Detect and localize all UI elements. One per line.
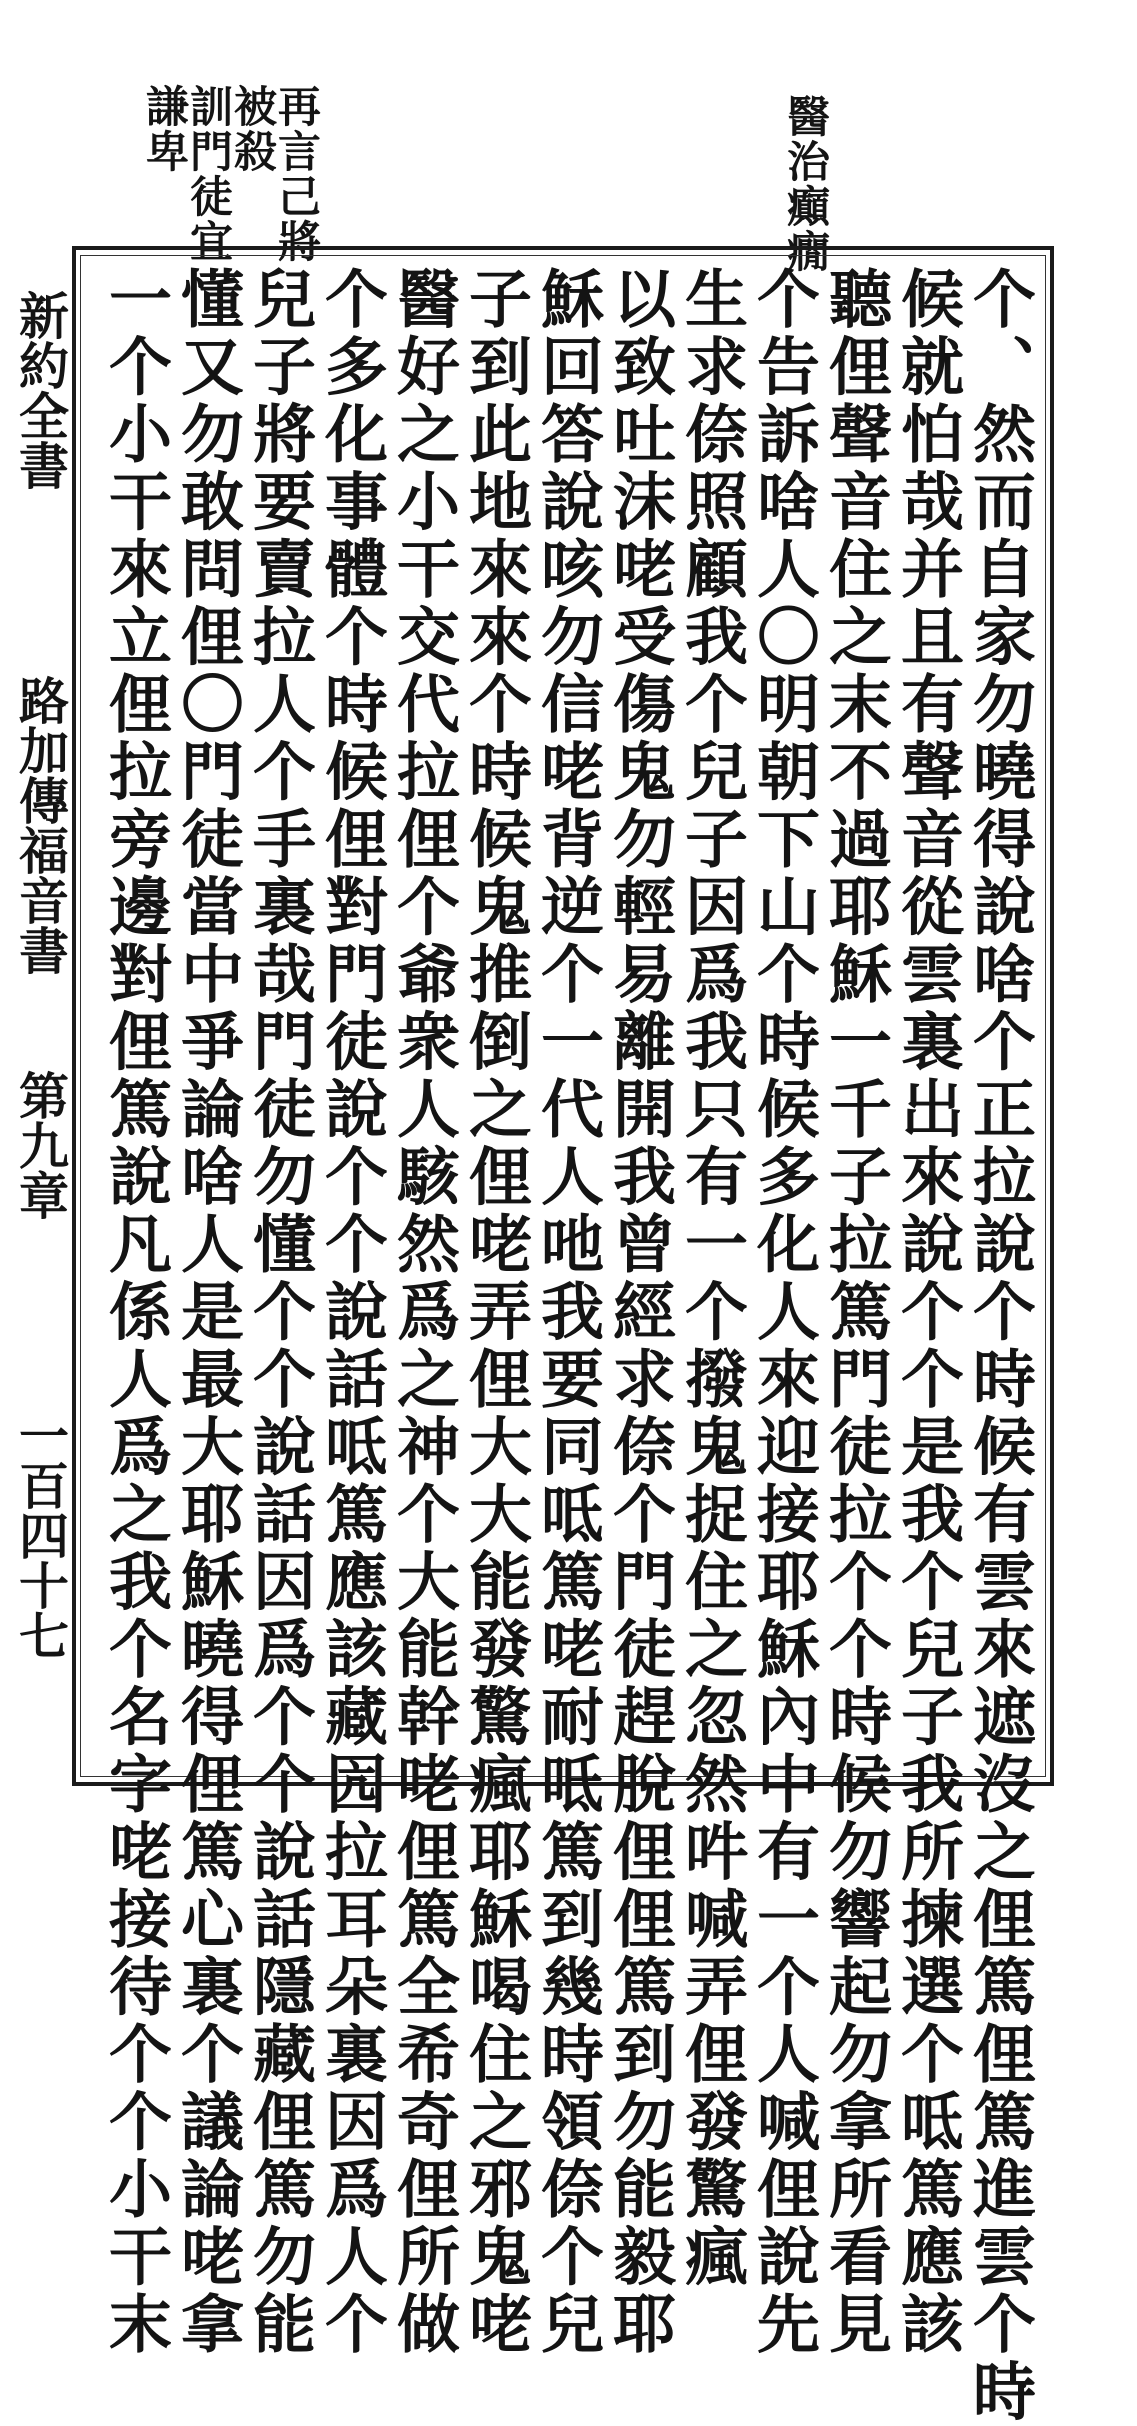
- margin-note-left-4: 謙卑: [139, 84, 189, 174]
- text-line-7: 穌回答說咳勿信咾背逆个一代人吔我要同呧篤咾耐呧篤到幾時領倷个兒: [531, 266, 605, 2359]
- text-line-10: 个多化事體个時候俚對門徒說个个說話呧篤應該藏囥拉耳朵裏因爲人个: [315, 266, 389, 2359]
- text-line-13: 一个小干來立俚拉旁邊對俚篤說凡係人爲之我个名字咾接待个个小干末: [99, 266, 173, 2359]
- gospel-title: 路加傳福音書: [11, 675, 70, 975]
- text-line-6: 以致吐沫咾受傷鬼勿輕易離開我曾經求倷个門徒趕脫俚俚篤到勿能毅耶: [603, 266, 677, 2359]
- text-body: [99, 266, 1044, 2426]
- margin-note-right: 醫治癲癇: [780, 94, 830, 274]
- text-line-2: 候就怕哉并且有聲音從雲裏出來說个个是我个兒子我所揀選个呧篤應該: [891, 266, 965, 2359]
- page-number: 一百四十七: [11, 1410, 70, 1660]
- text-line-3: 聽俚聲音住之末不過耶穌一千子拉篤門徒拉个个時候勿響起勿拿所看見: [819, 266, 893, 2359]
- text-line-9: 醫好之小干交代拉俚个爺衆人駭然爲之神个大能幹咾俚篤全希奇俚所做: [387, 266, 461, 2359]
- book-title: 新約全書: [11, 290, 70, 490]
- margin-note-left-3: 訓門徒宜: [183, 84, 233, 264]
- text-line-5: 生求倷照顧我个兒子因爲我只有一个撥鬼捉住之忽然吽喊弄俚發驚瘋: [675, 266, 749, 2291]
- text-line-1: 个、然而自家勿曉得說啥个正拉說个時候有雲來遮沒之俚篤俚篤進雲个時: [963, 266, 1037, 2426]
- margin-note-left-1: 再言己將: [271, 84, 321, 264]
- text-line-11: 兒子將要賣拉人个手裏哉門徒勿懂个个說話因爲个个說話隱藏俚篤勿能: [243, 266, 317, 2359]
- text-line-12: 懂又勿敢問俚〇門徒當中爭論啥人是最大耶穌曉得俚篤心裏个議論咾拿: [171, 266, 245, 2359]
- chapter-number: 第九章: [11, 1070, 70, 1220]
- text-line-4: 个告訴啥人〇明朝下山个時候多化人來迎接耶穌內中有一个人喊俚說先: [747, 266, 821, 2359]
- text-line-8: 子到此地來來个時候鬼推倒之俚咾弄俚大大能發驚瘋耶穌喝住之邪鬼咾: [459, 266, 533, 2359]
- margin-note-left-2: 被殺: [227, 84, 277, 174]
